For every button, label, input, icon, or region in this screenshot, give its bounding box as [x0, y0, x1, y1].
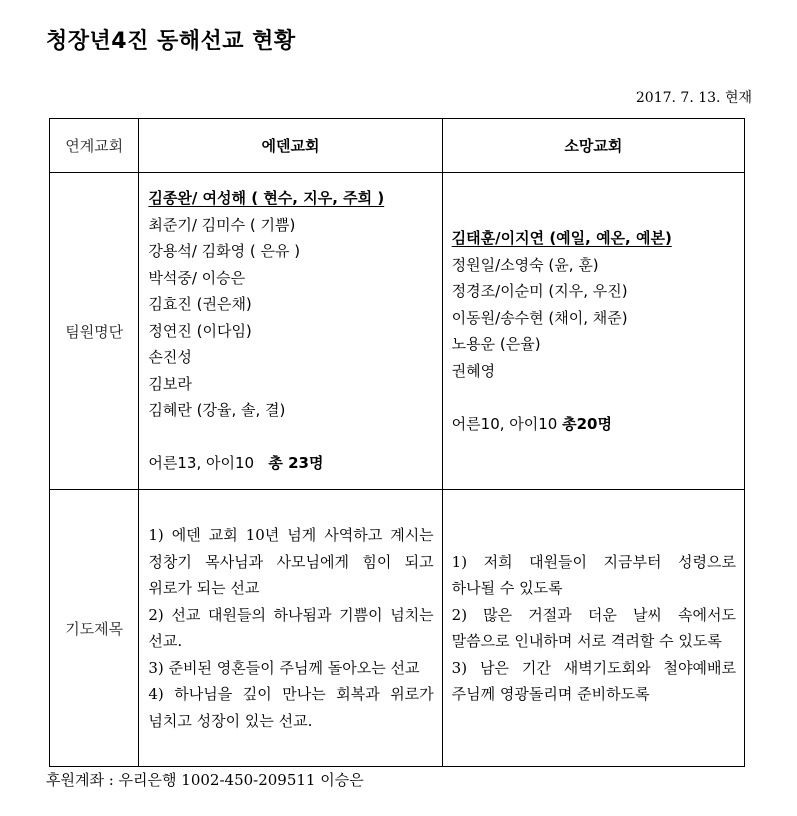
somang-lead-member: 김태훈/이지연 (예일, 예온, 예본)	[451, 229, 672, 247]
somang-prayer-item: 2) 많은 거절과 더운 날씨 속에서도 말씀으로 인내하며 서로 격려할 수 있도록	[451, 605, 736, 650]
eden-member: 정연진 (이다임)	[148, 321, 252, 340]
eden-member: 박석중/ 이승은	[148, 268, 246, 287]
eden-headcount	[148, 450, 433, 477]
eden-summary: 어른13, 아이10	[148, 454, 255, 473]
eden-member: 김보라	[148, 374, 192, 393]
eden-total: 총 23명	[268, 454, 324, 473]
somang-prayer-cell	[442, 490, 744, 767]
eden-prayer-cell	[139, 490, 442, 767]
prayer-row	[50, 490, 745, 767]
header-label-cell: 연계교회	[50, 119, 139, 173]
eden-members-cell	[139, 173, 442, 490]
eden-prayer-item: 4) 하나님을 깊이 만나는 회복과 위로가 넘치고 성장이 있는 선교.	[148, 685, 434, 730]
members-row	[50, 173, 745, 490]
somang-headcount	[452, 411, 736, 438]
somang-member: 정경조/이순미 (지우, 우진)	[451, 282, 628, 300]
somang-member: 이동원/송수현 (채이, 채준)	[451, 308, 628, 327]
somang-total: 총20명	[562, 414, 612, 433]
eden-member: 강용석/ 김화영 ( 은유 )	[148, 242, 301, 261]
mission-status-table	[49, 118, 745, 767]
eden-member: 김혜란 (강율, 솔, 결)	[148, 401, 286, 420]
eden-member: 최준기/ 김미수 ( 기쁨)	[148, 215, 296, 234]
somang-summary: 어른10, 아이10	[451, 414, 558, 433]
somang-prayer-item: 1) 저희 대원들이 지금부터 성령으로 하나될 수 있도록	[451, 552, 736, 597]
eden-prayer-item: 2) 선교 대원들의 하나됨과 기쁨이 넘치는 선교.	[148, 605, 434, 650]
donation-account-footer: 후원계좌 : 우리은행 1002-450-209511 이승은	[46, 771, 364, 789]
prayer-label: 기도제목	[50, 490, 139, 767]
eden-member: 손진성	[148, 348, 192, 367]
eden-member: 김효진 (권은채)	[148, 295, 252, 314]
somang-prayer-item: 3) 남은 기간 새벽기도회와 철야예배로 주님께 영광돌리며 준비하도록	[451, 658, 736, 703]
header-row	[50, 119, 745, 173]
somang-members-cell	[442, 173, 744, 490]
eden-prayer-item: 3) 준비된 영혼들이 주님께 돌아오는 선교	[148, 658, 420, 677]
somang-member: 노용운 (은율)	[451, 335, 541, 353]
eden-lead-member: 김종완/ 여성해 ( 현수, 지우, 주희 )	[148, 189, 385, 208]
header-church-somang: 소망교회	[442, 119, 744, 173]
spacer	[148, 424, 433, 451]
as-of-date: 2017. 7. 13. 현재	[635, 90, 752, 106]
document-title: 청장년4진 동해선교 현황	[46, 29, 296, 54]
eden-prayer-item: 1) 에덴 교회 10년 넘게 사역하고 계시는 정창기 목사님과 사모님에게 힘이 되고 위로가 되는 선교	[148, 526, 434, 597]
somang-member: 정원일/소영숙 (윤, 훈)	[451, 255, 599, 274]
members-label: 팀원명단	[50, 173, 139, 490]
somang-member: 권혜영	[451, 361, 496, 380]
header-church-eden: 에덴교회	[139, 119, 442, 173]
spacer	[452, 384, 736, 411]
